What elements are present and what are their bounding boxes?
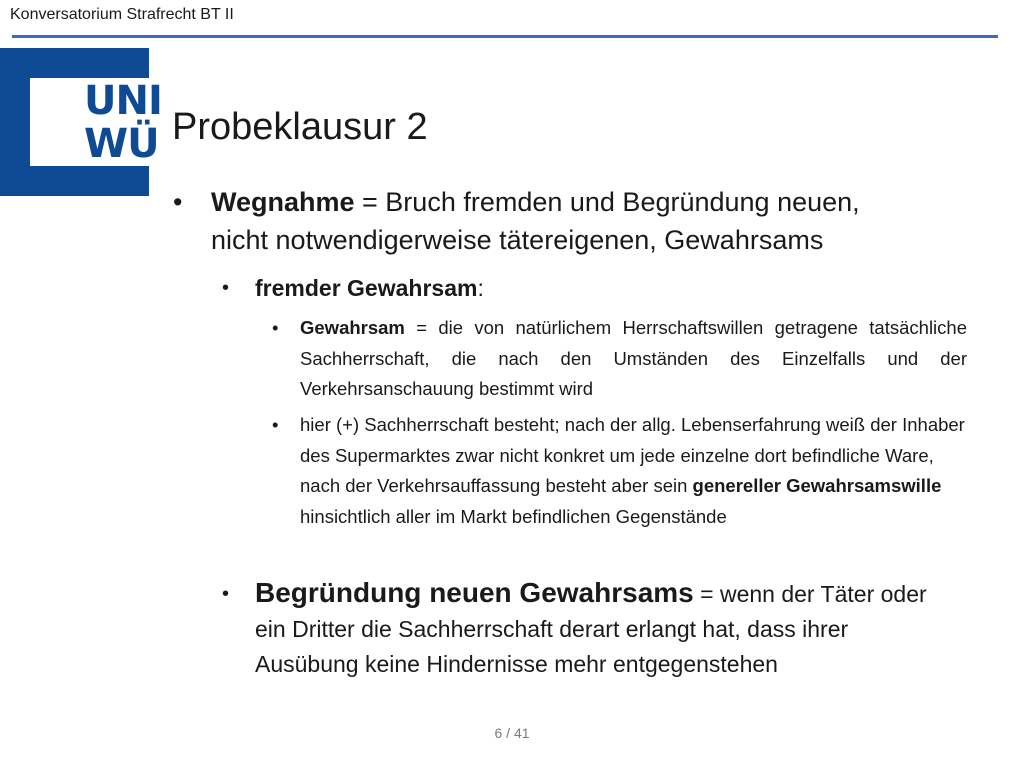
header-divider — [12, 35, 998, 38]
sub-bullet-text-part2: hinsichtlich aller im Markt befindlichen Gegenstände — [300, 505, 727, 527]
course-title: Konversatorium Strafrecht BT II — [10, 6, 234, 23]
bullet-text-line1: = Bruch fremden und Begründung neuen, — [354, 187, 860, 217]
sub-bullet-gewahrsam — [272, 313, 967, 405]
slide-title: Probeklausur 2 — [172, 106, 428, 148]
logo-lettering — [84, 78, 162, 167]
logo-line-1: UNI — [84, 78, 162, 124]
bullet-dot-icon: • — [173, 187, 183, 217]
page-number: 6 / 41 — [494, 725, 530, 741]
bullet-fremder-gewahrsam — [222, 272, 955, 304]
bullet-term: Begründung neuen Gewahrsams — [255, 577, 694, 608]
bullet-dot-icon: • — [272, 414, 279, 435]
sub-bullet-bold: genereller Gewahrsamswille — [692, 475, 942, 496]
sub-bullet-text-part1: hier (+) Sachherrschaft besteht; nach der allg. Lebenserfahrung weiß der Inhaber des Supermarktes zwar nicht konkret um jede einzelne dort befindliche Ware, nach der Verkehrsauffassung besteht aber sein — [300, 414, 965, 496]
bullet-suffix: : — [477, 275, 484, 301]
bullet-term: fremder Gewahrsam — [255, 275, 478, 301]
bullet-text: = wenn der Täter oder ein Dritter die Sachherrschaft derart erlangt hat, dass ihrer Ausübung keine Hindernisse mehr entgegenstehen — [255, 581, 927, 677]
sub-bullet-sachherrschaft — [272, 410, 967, 532]
sub-bullet-text: = die von natürlichem Herrschaftswillen getragene tatsächliche Sachherrschaft, die nach den Umständen des Einzelfalls und der Verkehrsanschauung bestimmt wird — [300, 317, 967, 399]
bullet-begruendung — [222, 575, 945, 682]
bullet-dot-icon: • — [222, 277, 230, 299]
bullet-wegnahme — [173, 183, 991, 259]
bullet-term: Wegnahme — [211, 187, 355, 217]
sub-bullet-term: Gewahrsam — [300, 317, 405, 338]
bullet-dot-icon: • — [272, 317, 279, 338]
bullet-text-line2: nicht notwendigerweise tätereigenen, Gewahrsams — [211, 225, 824, 255]
bullet-dot-icon: • — [222, 583, 230, 605]
logo-line-2: WÜ — [84, 121, 159, 167]
